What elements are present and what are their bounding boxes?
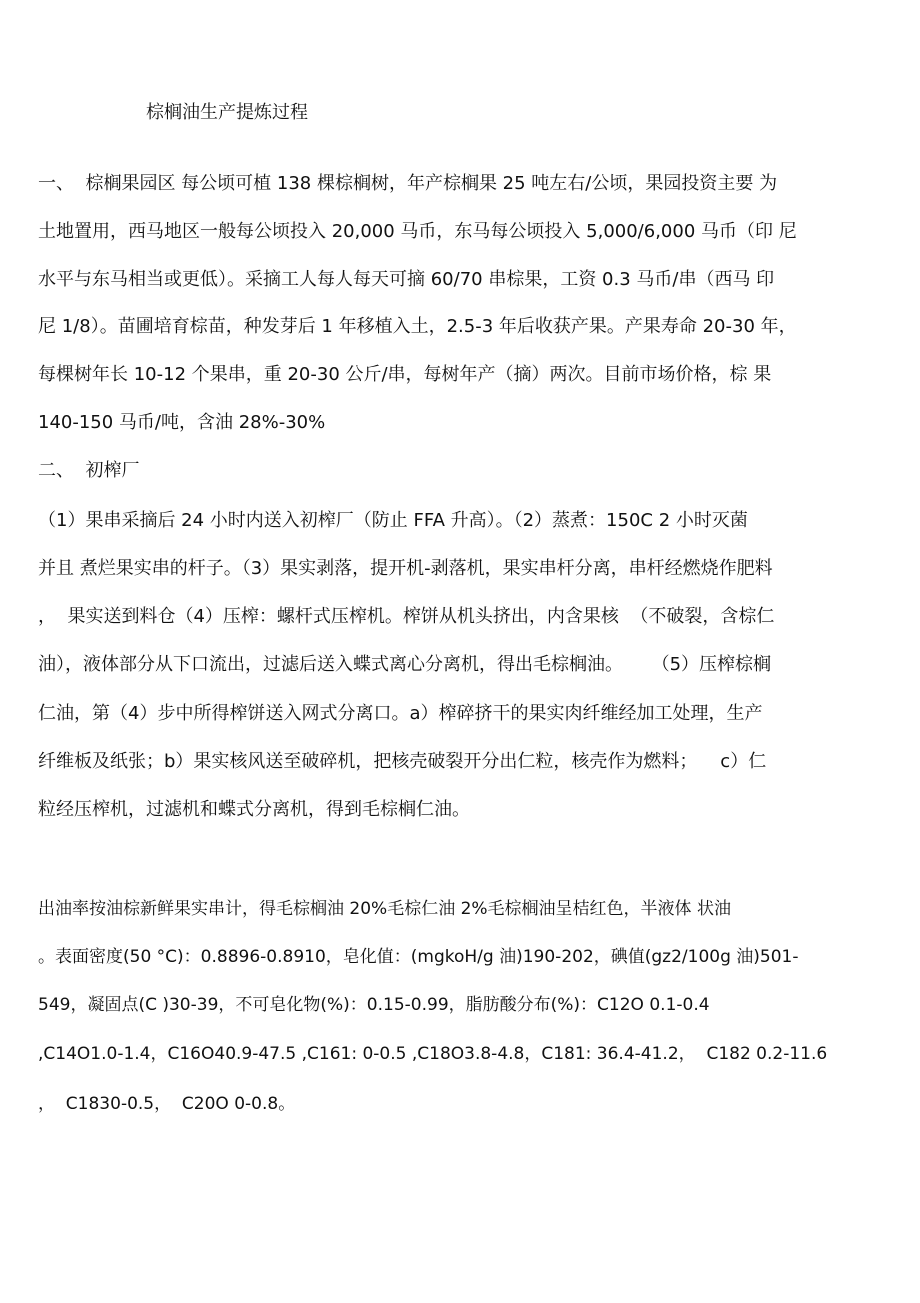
section2-line-1: （1）果串采摘后 24 小时内送入初榨厂（防止 FFA 升高）。（2）蒸煮：150C 2 小时灭菌 <box>38 510 748 531</box>
section1-line-2: 土地置用，西马地区一般每公顷投入 20,000 马币，东马每公顷投入 5,000/6,000 马币（印 尼 <box>38 221 797 242</box>
section1-line-4: 尼 1/8）。苗圃培育棕苗，种发芽后 1 年移植入土，2.5-3 年后收获产果。产果寿命 20-30 年， <box>38 316 797 337</box>
section3-line-4: ,C14O1.0-1.4，C16O40.9-47.5 ,C161: 0-0.5 ,C18O3.8-4.8，C181: 36.4-41.2， C182 0.2-11.6 <box>38 1044 828 1064</box>
section3-line-1: 出油率按油棕新鲜果实串计，得毛棕榈油 20%毛棕仁油 2%毛棕榈油呈桔红色，半液体 状油 <box>38 899 731 919</box>
section2-line-2: 并且 煮烂果实串的杆子。（3）果实剥落，提开机-剥落机，果实串杆分离，串杆经燃烧作肥料 <box>38 558 773 579</box>
section2-line-7: 粒经压榨机，过滤机和蝶式分离机，得到毛棕榈仁油。 <box>38 799 470 820</box>
document-title: 棕榈油生产提炼过程 <box>146 102 308 123</box>
section2-line-4: 油），液体部分从下口流出，过滤后送入蝶式离心分离机，得出毛棕榈油。 （5）压榨棕榈 <box>38 654 772 675</box>
section2-line-6: 纤维板及纸张；b）果实核风送至破碎机，把核壳破裂开分出仁粒，核壳作为燃料； c）仁 <box>38 751 767 772</box>
section1-line-3: 水平与东马相当或更低）。采摘工人每人每天可摘 60/70 串棕果，工资 0.3 马币/串（西马 印 <box>38 269 775 290</box>
section1-line-6: 140-150 马币/吨，含油 28%-30% <box>38 412 326 433</box>
section2-line-5: 仁油，第（4）步中所得榨饼送入网式分离口。a）榨碎挤干的果实肉纤维经加工处理，生产 <box>38 703 763 724</box>
section1-line-1: 一、 棕榈果园区 每公顷可植 138 棵棕榈树，年产棕榈果 25 吨左右/公顷，果园投资主要 为 <box>38 173 778 194</box>
section3-line-3: 549，凝固点(C )30-39，不可皂化物(%)：0.15-0.99，脂肪酸分布(%)：C12O 0.1-0.4 <box>38 995 710 1015</box>
section2-line-3: ， 果实送到料仓（4）压榨：螺杆式压榨机。榨饼从机头挤出，内含果核 （不破裂，含棕仁 <box>38 606 775 627</box>
section3-line-5: ， C1830-0.5， C20O 0-0.8。 <box>38 1094 296 1114</box>
section2-heading: 二、 初榨厂 <box>38 460 140 481</box>
section3-line-2: 。表面密度(50 °C)：0.8896-0.8910，皂化值：(mgkoH/g 油)190-202，碘值(gz2/100g 油)501- <box>38 947 799 967</box>
section1-line-5: 每棵树年长 10-12 个果串，重 20-30 公斤/串，每树年产（摘）两次。目前市场价格，棕 果 <box>38 364 772 385</box>
